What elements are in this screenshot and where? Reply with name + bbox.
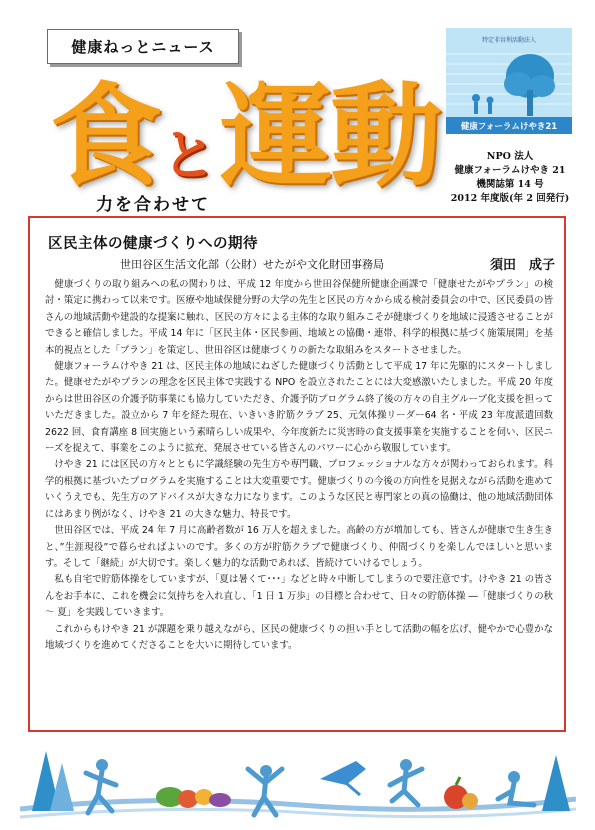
publication-info	[430, 150, 590, 206]
vegetables-icon	[156, 787, 231, 808]
title-and: と	[162, 124, 216, 187]
footer-illustration	[20, 739, 576, 825]
sitting-figure-icon	[498, 771, 534, 805]
fruit-icon	[444, 777, 478, 809]
publication-edition: 2012 年度版(年 2 回発行)	[450, 193, 570, 204]
article-body	[45, 277, 553, 654]
bird-icon	[320, 761, 366, 795]
masthead-title	[50, 68, 440, 202]
publication-org-type: NPO 法人	[486, 151, 534, 162]
author-affiliation: 世田谷区生活文化部（公財）せたがや文化財団事務局	[120, 258, 384, 271]
logo-org-type: 特定非営利活動法人	[481, 37, 536, 44]
article-heading: 区民主体の健康づくりへの期待	[48, 236, 258, 252]
article-paragraph: けやき 21 には区民の方々とともに学識経験の先生方や専門職、プロフェッショナルな方々が関わっておられます。科学的根拠に基づいたプログラムを実施することは大変重要です。健康づくりの今後の方向性を見据えながら活動を進めていくうえでも、先生方のアドバイスが大きな力になります。このような区民と専門家との真の協働は、他の地域活動団体にはあまり例がなく、けやき 21 の大きな魅力、特長です。	[45, 459, 553, 520]
publication-org-name: 健康フォーラムけやき 21	[454, 165, 566, 176]
title-food: 食	[50, 72, 160, 202]
article-paragraph: 健康フォーラムけやき 21 は、区民主体の地域にねざした健康づくり活動として平成 17 年に先駆的にスタートしました。健康せたがやプランの理念を区民主体で実践する NPO を設立されたことには大変感激いたしました。平成 20 年度からは世田谷区の介護予防事業にも協力していただき、介護予防プログラム終了後の方々の自主グループ化支援を担っていただきました。設立から 7 年を経た現在、いきいき貯筋クラブ 25、元気体操リーダー64 名・平成 23 年度派遣回数 2622 回、食育講座 8 回実施という素晴らしい成果や、今年度新たに災害時の食支援事業を実施することを伺い、区民ニーズを捉えて、事業をこのように拡充、発展させている皆さんのパワーに心から敬服しています。	[45, 361, 553, 455]
tree-icon	[32, 751, 74, 811]
article-paragraph: これからもけやき 21 が課題を乗り越えながら、区民の健康づくりの担い手として活動の幅を広げ、健やかで心豊かな地域づくりを進めてくださることを大いに期待しています。	[45, 623, 553, 651]
title-exercise: 運動	[220, 72, 440, 202]
stretching-figure-icon	[248, 765, 282, 815]
newsletter-label: 健康ねっとニュース	[47, 29, 239, 64]
publication-issue: 機関誌第 14 号	[476, 179, 544, 190]
masthead-subtitle: 力を合わせて	[96, 195, 210, 215]
article-paragraph: 世田谷区では、平成 24 年 7 月に高齢者数が 16 万人を超えました。高齢の方が増加しても、皆さんが健康で生き生きと、”生涯現役”で暮らせればよいのです。多くの方が貯筋クラブで健康づくり、仲間づくりを楽しんでほしいと思います。そして「継続」が大切です。楽しく魅力的な活動であれば、皆続けていけるでしょう。	[45, 525, 553, 569]
logo-org-name: 健康フォーラムけやき21	[446, 117, 572, 134]
tree-icon	[542, 755, 570, 811]
author-name: 須田 成子	[490, 258, 556, 273]
jumping-figure-icon	[390, 759, 422, 805]
article-paragraph: 健康づくりの取り組みへの私の関わりは、平成 12 年度から世田谷保健所健康企画課で「健康せたがやプラン」の検討・策定に携わって以来です。医療や地域保健分野の大学の先生と区民の方々から成る検討委員会の中で、区民委員の皆さんの地域活動や建設的な提案に触れ、区民の方々による主体的な取り組みこそが健康づくりを地域に浸透させることができると確信しました。平成 14 年に「区民主体・区民参画、地域との協働・連帯、科学的根拠に基づく施策展開」を基本的視点とした「プラン」を策定し、世田谷区は健康づくりの新たな取組みをスタートさせました。	[45, 279, 553, 356]
article-paragraph: 私も自宅で貯筋体操をしていますが、「夏は暑くて･･･」などと時々中断してしまうので要注意です。けやき 21 の皆さんをお手本に、これを機会に気持ちを入れ直し、「1 日 1 万歩」の目標と合わせて、日々の貯筋体操 ―「健康づくりの秋 ～ 夏」を実践していきます。	[45, 574, 553, 619]
organization-logo	[446, 28, 572, 134]
